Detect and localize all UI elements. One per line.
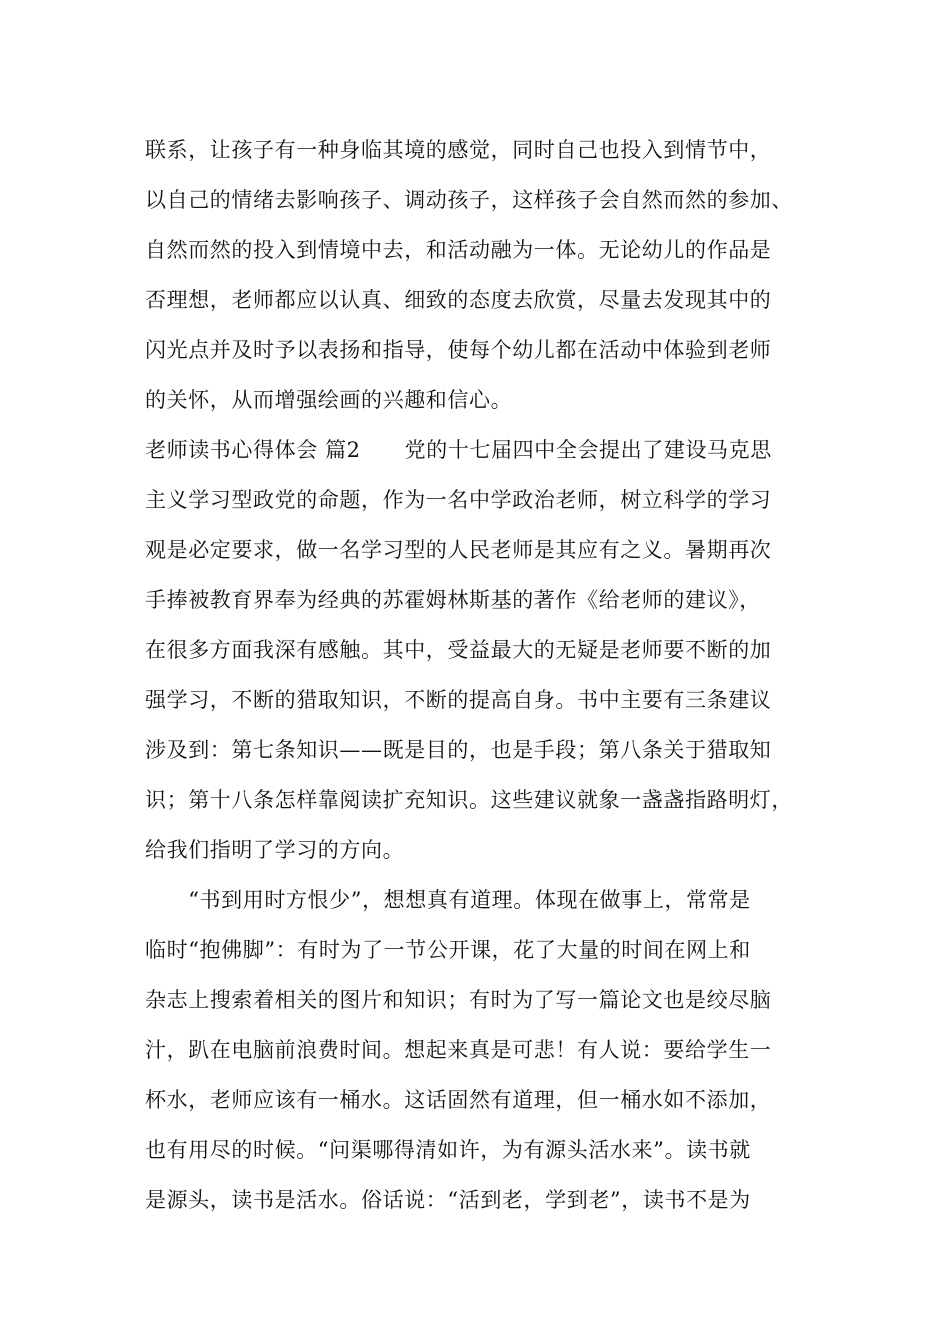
text-line: 主义学习型政党的命题，作为一名中学政治老师，树立科学的学习 [145,488,772,512]
text-line: 强学习，不断的猎取知识，不断的提高自身。书中主要有三条建议 [145,688,772,712]
text-line: 手捧被教育界奉为经典的苏霍姆林斯基的著作《给老师的建议》， [145,588,761,612]
text-line: 汁，趴在电脑前浪费时间。想起来真是可悲！有人说：要给学生一 [145,1038,772,1062]
text-line: 以自己的情绪去影响孩子、调动孩子，这样孩子会自然而然的参加、 [145,188,793,212]
text-line: 给我们指明了学习的方向。 [145,838,405,862]
text-line: 杯水，老师应该有一桶水。这话固然有道理，但一桶水如不添加， [145,1088,772,1112]
text-line: 也有用尽的时候。“问渠哪得清如许，为有源头活水来”。读书就 [145,1138,751,1162]
text-line: 否理想，老师都应以认真、细致的态度去欣赏，尽量去发现其中的 [145,288,772,312]
text-line: 闪光点并及时予以表扬和指导，使每个幼儿都在活动中体验到老师 [145,338,772,362]
text-line: 联系，让孩子有一种身临其境的感觉，同时自己也投入到情节中， [145,138,772,162]
text-line: 识；第十八条怎样靠阅读扩充知识。这些建议就象一盏盏指路明灯， [145,788,793,812]
text-line: 杂志上搜索着相关的图片和知识；有时为了写一篇论文也是绞尽脑 [145,988,772,1012]
text-line: 涉及到：第七条知识——既是目的，也是手段；第八条关于猎取知 [145,738,772,762]
section-title: 老师读书心得体会 篇2 [145,438,361,462]
section-first-line: 党的十七届四中全会提出了建设马克思 [404,438,772,462]
text-line: 临时“抱佛脚”：有时为了一节公开课，花了大量的时间在网上和 [145,938,751,962]
section-heading-line [145,436,815,464]
text-line: 是源头，读书是活水。俗话说：“活到老，学到老”，读书不是为 [145,1188,751,1212]
text-line: 的关怀，从而增强绘画的兴趣和信心。 [145,388,513,412]
text-line: 观是必定要求，做一名学习型的人民老师是其应有之义。暑期再次 [145,538,772,562]
text-line: 在很多方面我深有感触。其中，受益最大的无疑是老师要不断的加 [145,638,772,662]
text-line: “书到用时方恨少”，想想真有道理。体现在做事上，常常是 [145,888,751,912]
text-line: 自然而然的投入到情境中去，和活动融为一体。无论幼儿的作品是 [145,238,772,262]
